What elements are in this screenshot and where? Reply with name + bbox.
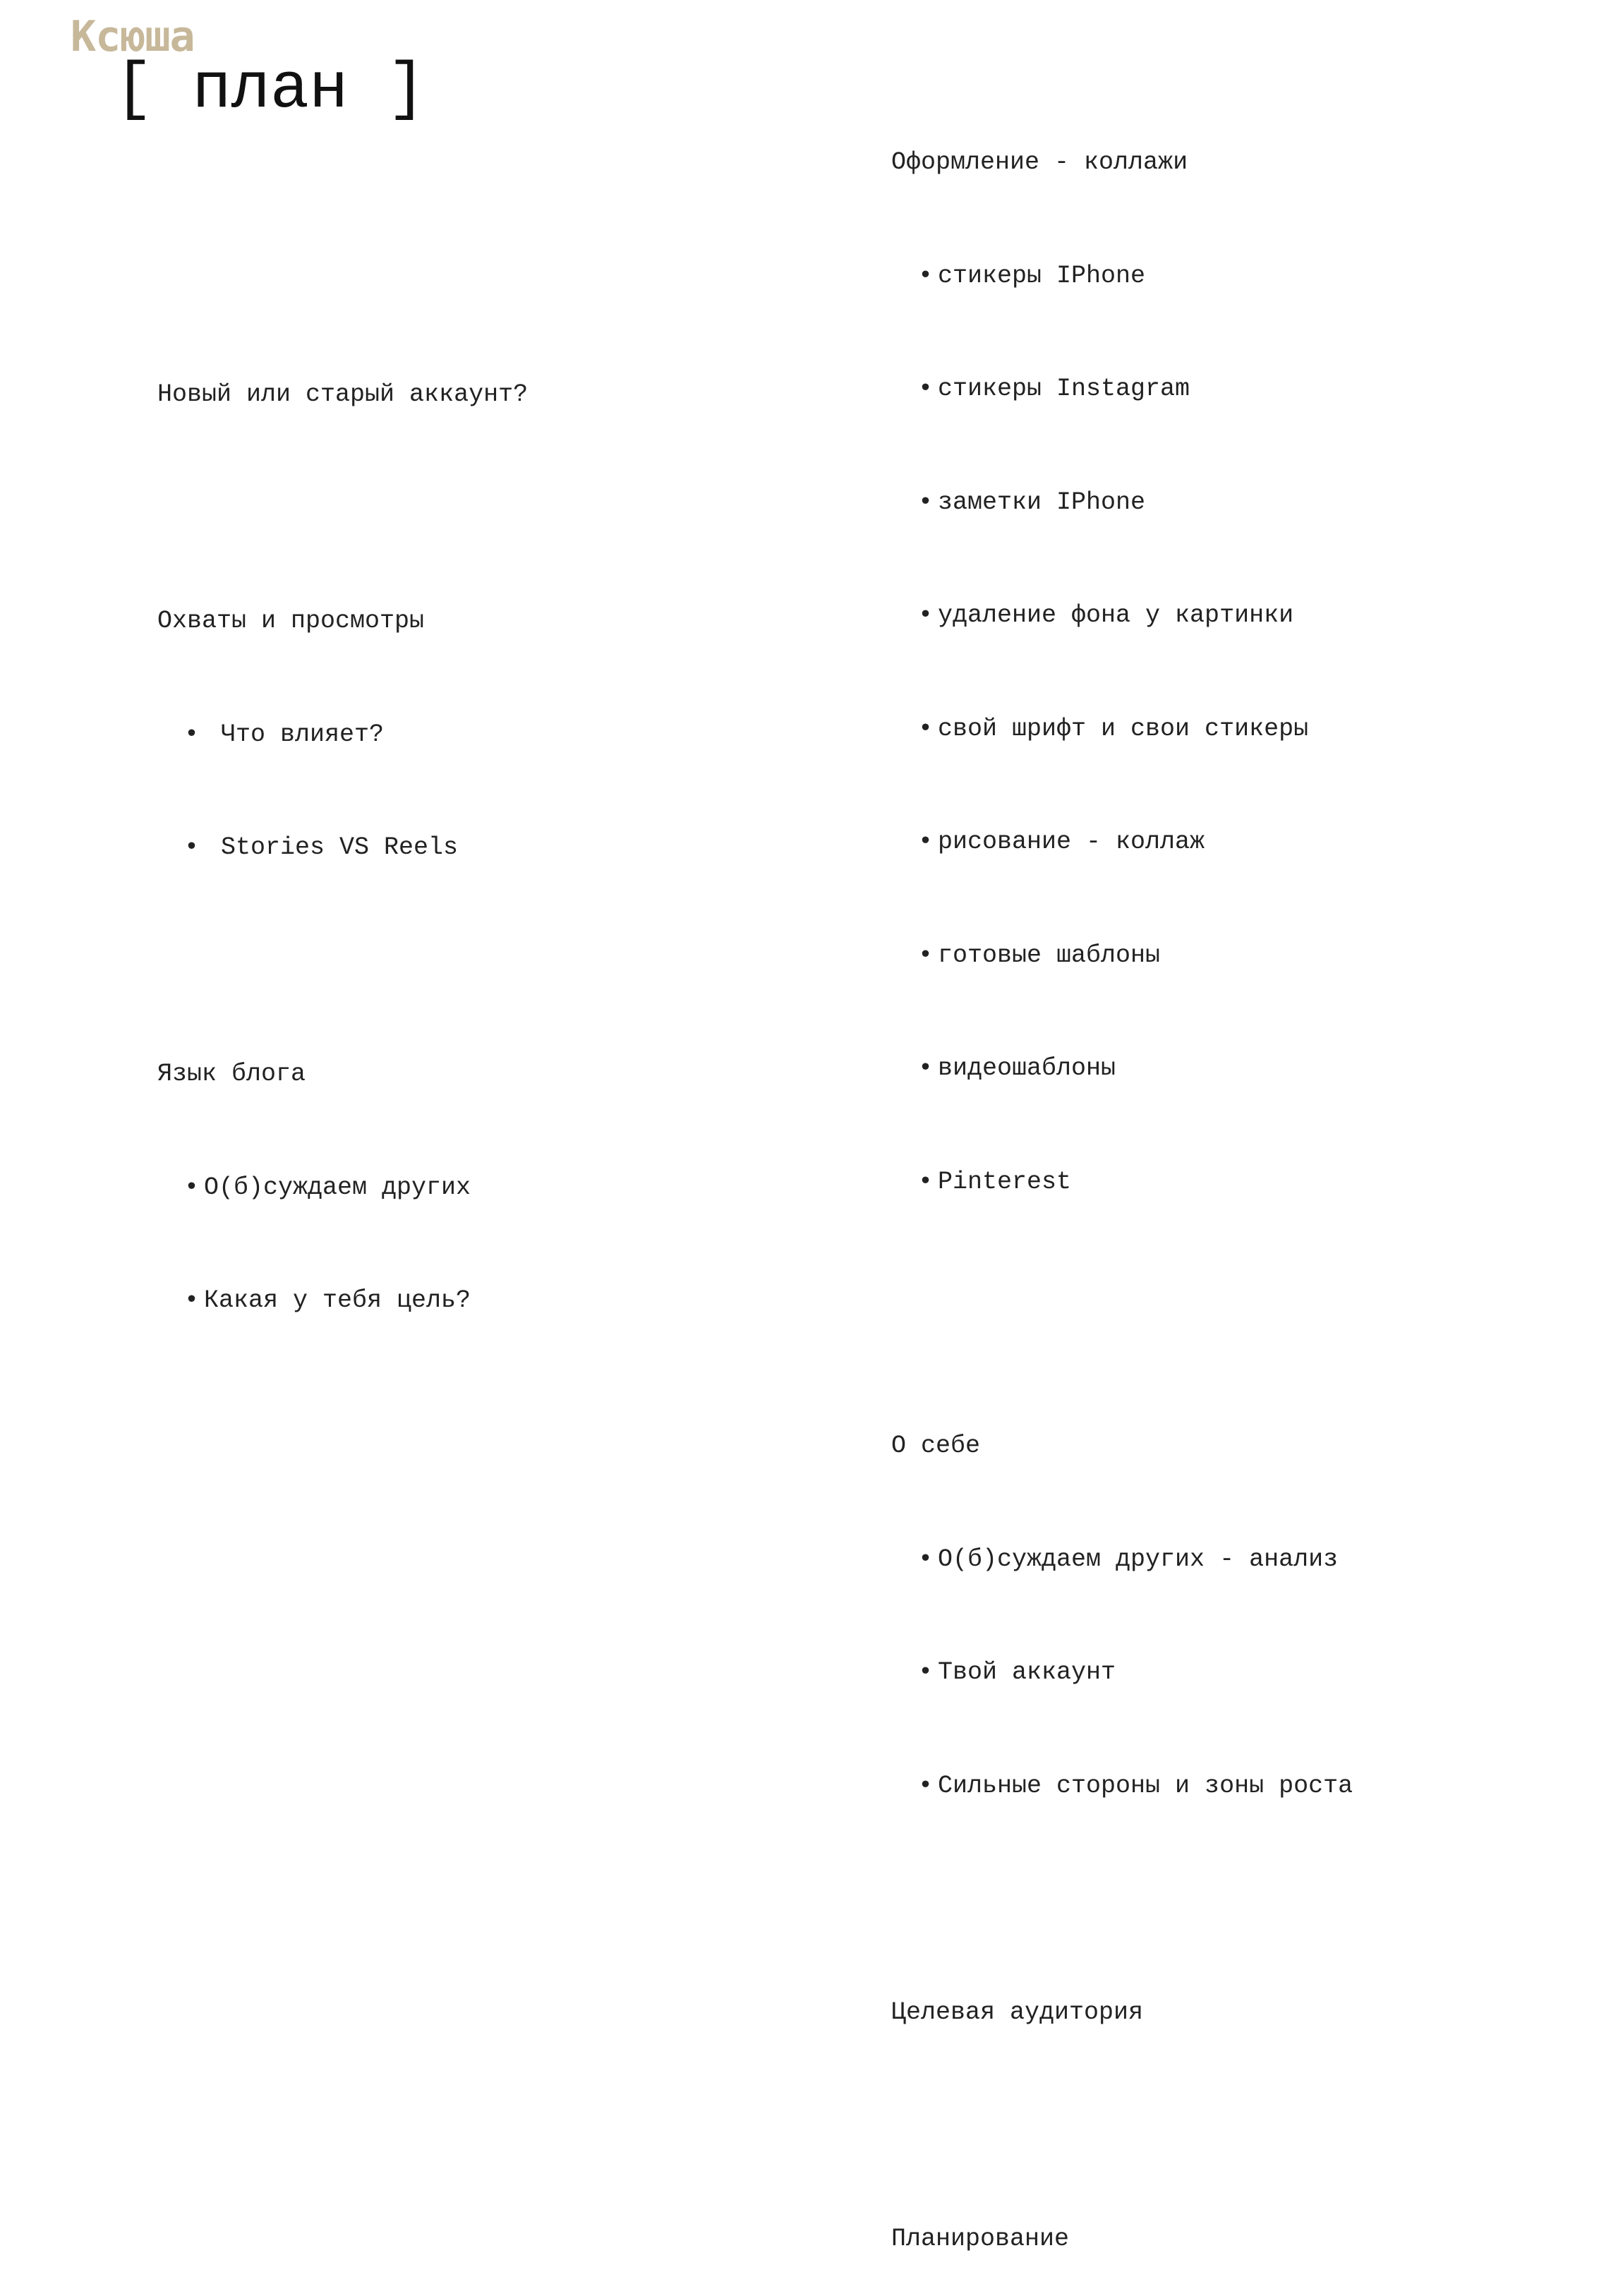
page-title: [ план ] [114, 52, 426, 126]
list-item-label: рисование - коллаж [938, 828, 1205, 856]
list-item [891, 1654, 1188, 1692]
about-heading: О себе [891, 1432, 981, 1460]
spacer [891, 2107, 1188, 2145]
bullet-icon: • [918, 941, 934, 969]
reach-heading: Охваты и просмотры [157, 607, 425, 635]
list-item-label: О(б)суждаем других [204, 1173, 471, 1202]
list-item-label: Stories VS Reels [221, 833, 459, 862]
list-item [891, 1164, 1188, 1202]
list-item-label: Сильные стороны и зоны роста [938, 1771, 1353, 1800]
spacer [891, 1276, 1188, 1352]
list-item [891, 711, 1309, 749]
logo: Ксюша [71, 12, 195, 61]
list-item-label: О(б)суждаем других - анализ [938, 1545, 1339, 1573]
bullet-icon: • [184, 1173, 200, 1202]
bullet-icon: • [918, 714, 934, 743]
list-item [891, 370, 1188, 409]
list-item [891, 258, 1188, 296]
list-item [891, 1050, 1188, 1088]
list-item [157, 716, 528, 754]
account-question: Новый или старый аккаунт? [157, 380, 529, 409]
list-item-label: видеошаблоны [938, 1054, 1116, 1082]
list-item-label: готовые шаблоны [938, 941, 1161, 969]
bullet-icon: • [918, 828, 934, 856]
bullet-icon: • [918, 601, 934, 629]
blog-language-heading: Язык блога [157, 1060, 306, 1088]
bullet-icon: • [184, 720, 200, 749]
bullet-icon: • [918, 375, 934, 403]
bullet-icon: • [918, 1771, 934, 1800]
left-column [157, 301, 528, 1358]
audience-heading: Целевая аудитория [891, 1998, 1144, 2026]
list-item-label: заметки IPhone [938, 488, 1146, 516]
bullet-icon: • [918, 488, 934, 516]
list-item [891, 484, 1188, 522]
list-item-label: Твой аккаунт [938, 1658, 1116, 1686]
list-item [891, 823, 1205, 862]
spacer [891, 1880, 1188, 1919]
list-item [157, 829, 528, 867]
bullet-icon: • [918, 1545, 934, 1573]
spacer [157, 943, 528, 981]
bullet-icon: • [184, 833, 200, 862]
bullet-icon: • [184, 1286, 200, 1315]
bullet-icon: • [918, 1167, 934, 1196]
list-item [891, 937, 1188, 975]
list-item [891, 1768, 1353, 1806]
list-item-label: Что влияет? [221, 720, 385, 749]
list-item [891, 597, 1294, 635]
list-item-label: стикеры Instagram [938, 375, 1190, 403]
list-item [157, 1282, 528, 1320]
bullet-icon: • [918, 261, 934, 290]
design-heading: Оформление - коллажи [891, 148, 1188, 176]
list-item-label: свой шрифт и свои стикеры [938, 714, 1309, 743]
list-item-label: удаление фона у картинки [938, 601, 1294, 629]
list-item [157, 1169, 528, 1207]
list-item-label: стикеры IPhone [938, 261, 1146, 290]
planning-heading: Планирование [891, 2224, 1070, 2253]
right-column [891, 68, 1353, 2296]
spacer [157, 490, 528, 528]
list-item-label: Какая у тебя цель? [204, 1286, 471, 1315]
bullet-icon: • [918, 1054, 934, 1082]
list-item [891, 1541, 1339, 1579]
bullet-icon: • [918, 1658, 934, 1686]
list-item-label: Pinterest [938, 1167, 1072, 1196]
